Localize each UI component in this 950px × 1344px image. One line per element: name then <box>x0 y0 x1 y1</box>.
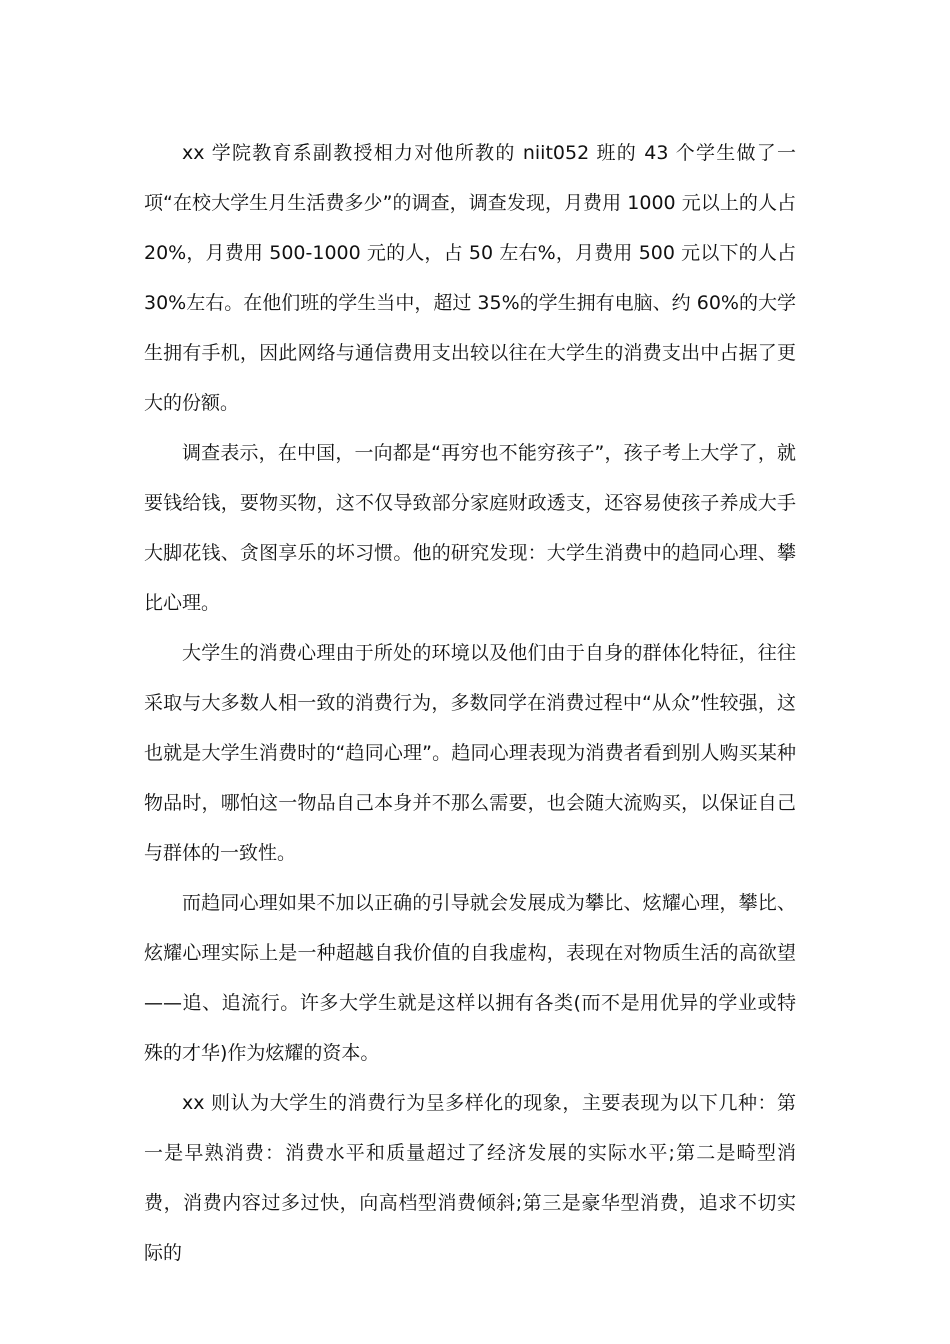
paragraph-4: 而趋同心理如果不加以正确的引导就会发展成为攀比、炫耀心理，攀比、炫耀心理实际上是一种超越自我价值的自我虚构，表现在对物质生活的高欲望——追、追流行。许多大学生就是这样以拥有各类(而不是用优异的学业或特殊的才华)作为炫耀的资本。 <box>144 892 796 1064</box>
paragraph-1: xx 学院教育系副教授相力对他所教的 niit052 班的 43 个学生做了一项“在校大学生月生活费多少”的调查，调查发现，月费用 1000 元以上的人占 20%，月费用 500-1000 元的人，占 50 左右%，月费用 500 元以下的人占 30%左右。在他们班的学生当中，超过 35%的学生拥有电脑、约 60%的大学生拥有手机，因此网络与通信费用支出较以往在大学生的消费支出中占据了更大的份额。 <box>144 142 796 414</box>
paragraph-2: 调查表示，在中国，一向都是“再穷也不能穷孩子”，孩子考上大学了，就要钱给钱，要物买物，这不仅导致部分家庭财政透支，还容易使孩子养成大手大脚花钱、贪图享乐的坏习惯。他的研究发现：大学生消费中的趋同心理、攀比心理。 <box>144 442 796 614</box>
paragraph-5: xx 则认为大学生的消费行为呈多样化的现象，主要表现为以下几种：第一是早熟消费：消费水平和质量超过了经济发展的实际水平;第二是畸型消费，消费内容过多过快，向高档型消费倾斜;第三是豪华型消费，追求不切实际的 <box>144 1092 796 1264</box>
document-body <box>144 128 796 1278</box>
paragraph-3: 大学生的消费心理由于所处的环境以及他们由于自身的群体化特征，往往采取与大多数人相一致的消费行为，多数同学在消费过程中“从众”性较强，这也就是大学生消费时的“趋同心理”。趋同心理表现为消费者看到别人购买某种物品时，哪怕这一物品自己本身并不那么需要，也会随大流购买，以保证自己与群体的一致性。 <box>144 642 796 864</box>
